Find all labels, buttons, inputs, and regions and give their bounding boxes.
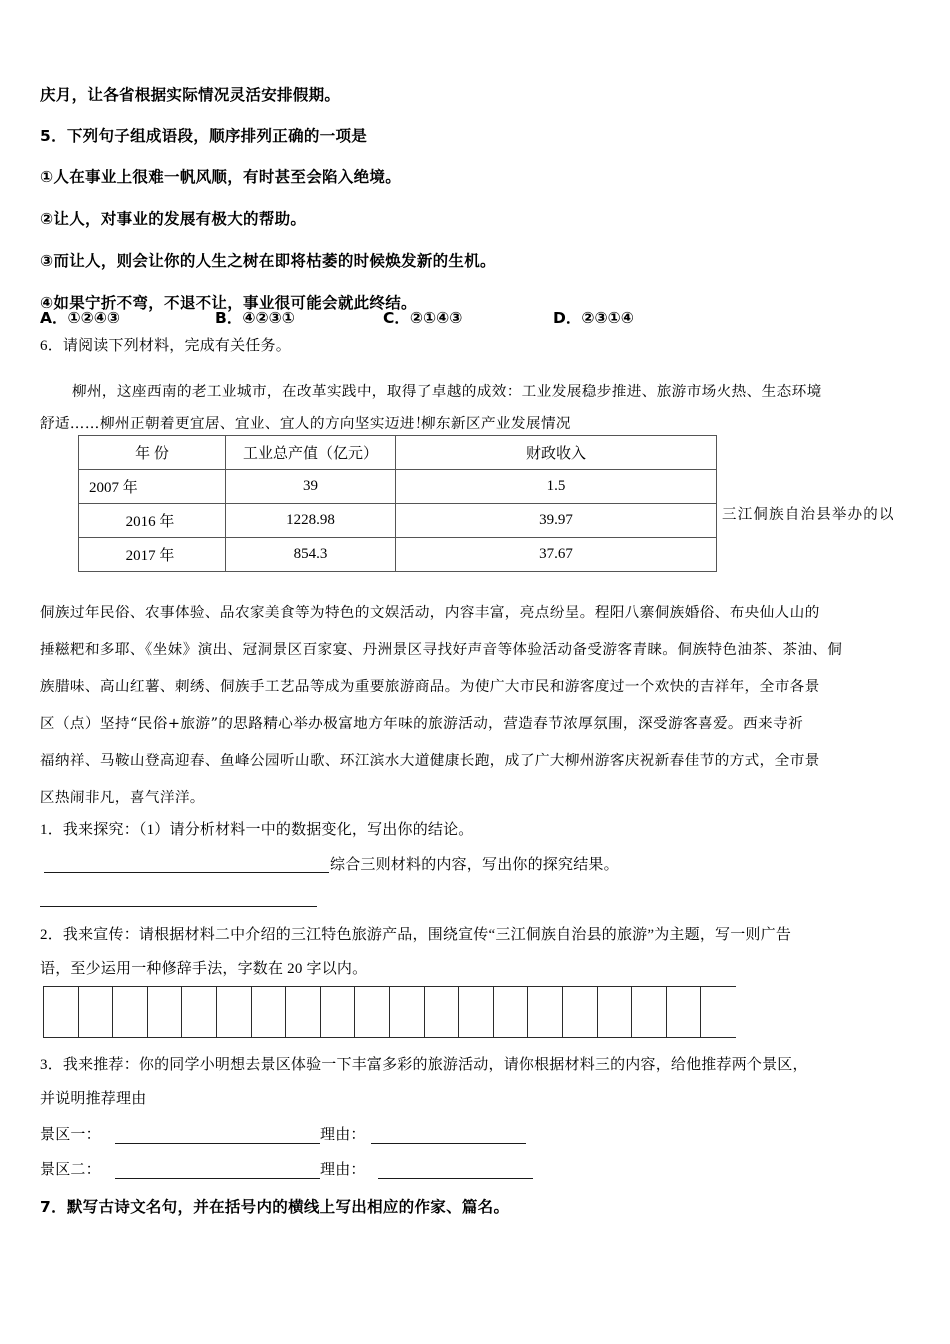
task-2-number: 2． (40, 927, 63, 943)
table-header-output: 工业总产值（亿元） (226, 436, 396, 470)
task-1-answer-rule-2[interactable] (40, 906, 317, 907)
slogan-answer-grid[interactable] (43, 986, 736, 1038)
scenic-two-input-rule[interactable] (115, 1178, 320, 1179)
slogan-cell[interactable] (390, 987, 425, 1037)
slogan-cell[interactable] (79, 987, 114, 1037)
material-two-line-2: 捶糍粑和多耶、《坐妹》演出、冠洞景区百家宴、丹洲景区寻找好声音等体验活动备受游客青睐。侗族特色油茶、茶油、侗 (39, 641, 843, 658)
table-cell-output: 854.3 (226, 538, 396, 572)
material-one-line-2: 舒适……柳州正朝着更宜居、宜业、宜人的方向坚实迈进！ (39, 415, 431, 432)
material-two-line-4: 区（点）坚持“民俗+旅游”的思路精心举办极富地方年味的旅游活动，营造春节浓厚氛围，深受游客喜爱。西来寺祈 (39, 715, 804, 732)
option-c-label: C． (383, 309, 410, 327)
table-row (79, 504, 717, 538)
material-two-line-5: 福纳祥、马鞍山登高迎春、鱼峰公园听山歌、环江滨水大道健康长跑，成了广大柳州游客庆祝新春佳节的方式，全市景 (39, 752, 820, 769)
slogan-cell[interactable] (494, 987, 529, 1037)
material-two-line-3: 族腊味、高山红薯、刺绣、侗族手工艺品等成为重要旅游商品。为使广大市民和游客度过一个欢快的吉祥年，全市各景 (39, 678, 820, 695)
scenic-two-reason-rule[interactable] (378, 1178, 533, 1179)
table-cell-output: 39 (226, 470, 396, 504)
table-header-year: 年 份 (79, 436, 226, 470)
table-header-revenue: 财政收入 (396, 436, 717, 470)
slogan-cell[interactable] (321, 987, 356, 1037)
task-3-text-1: 我来推荐：你的同学小明想去景区体验一下丰富多彩的旅游活动，请你根据材料三的内容，给他推荐两个景区， (62, 1057, 808, 1073)
task-3-number: 3． (40, 1057, 63, 1073)
scenic-two-reason-label: 理由： (320, 1162, 366, 1178)
top-continuation-line: 庆月，让各省根据实际情况灵活安排假期。 (40, 86, 341, 104)
slogan-cell[interactable] (701, 987, 736, 1037)
slogan-cell[interactable] (286, 987, 321, 1037)
task-3-line-2: 并说明推荐理由 (40, 1091, 147, 1107)
table-row (79, 470, 717, 504)
table-cell-year: 2007 年 (79, 470, 226, 504)
option-d[interactable] (553, 306, 634, 328)
slogan-cell[interactable] (217, 987, 252, 1037)
option-c-value: ②①④③ (409, 309, 463, 327)
task-1-continuation: 综合三则材料的内容，写出你的探究结果。 (330, 857, 619, 873)
slogan-cell[interactable] (355, 987, 390, 1037)
material-one-table-caption: 柳东新区产业发展情况 (420, 415, 572, 432)
option-a-value: ①②④③ (67, 309, 120, 327)
option-a-label: A． (40, 309, 68, 327)
scenic-one-reason-rule[interactable] (371, 1143, 526, 1144)
task-1-line (40, 823, 474, 838)
slogan-cell[interactable] (598, 987, 633, 1037)
slogan-cell[interactable] (148, 987, 183, 1037)
table-cell-revenue: 39.97 (396, 504, 717, 538)
table-cell-revenue: 37.67 (396, 538, 717, 572)
table-cell-year: 2017 年 (79, 538, 226, 572)
table-cell-revenue: 1.5 (396, 470, 717, 504)
slogan-cell[interactable] (667, 987, 702, 1037)
option-b-label: B． (215, 309, 243, 327)
material-one-line-1: 柳州，这座西南的老工业城市，在改革实践中，取得了卓越的成效：工业发展稳步推进、旅游市场火热、生态环境 (71, 383, 822, 400)
task-2-text-1: 我来宣传：请根据材料二中介绍的三江特色旅游产品，围绕宣传“三江侗族自治县的旅游”为主题，写一则广告 (62, 927, 792, 943)
task-1-answer-rule-1[interactable] (44, 872, 329, 873)
scenic-one-reason-label: 理由： (320, 1127, 366, 1143)
task-1-number: 1． (40, 822, 63, 838)
industry-data-table (78, 435, 717, 572)
material-two-line-6: 区热闹非凡，喜气洋洋。 (39, 789, 206, 806)
question-5-options-row (40, 306, 690, 330)
scenic-one-input-rule[interactable] (115, 1143, 320, 1144)
table-header-row (79, 436, 717, 470)
material-two-line-1: 侗族过年民俗、农事体验、品农家美食等为特色的文娱活动，内容丰富，亮点纷呈。程阳八寨侗族婚俗、布央仙人山的 (39, 604, 820, 621)
table-row (79, 538, 717, 572)
question-5-stem: 5．下列句子组成语段，顺序排列正确的一项是 (40, 127, 368, 145)
slogan-cell[interactable] (182, 987, 217, 1037)
task-1-text: 我来探究：（1）请分析材料一中的数据变化，写出你的结论。 (62, 822, 474, 838)
option-d-value: ②③①④ (581, 309, 634, 327)
table-cell-year: 2016 年 (79, 504, 226, 538)
question-5-item-2: ②让人，对事业的发展有极大的帮助。 (40, 210, 307, 228)
task-3-line-1 (40, 1058, 808, 1073)
slogan-cell[interactable] (113, 987, 148, 1037)
slogan-cell[interactable] (44, 987, 79, 1037)
option-a[interactable] (40, 306, 120, 328)
question-5-item-4: ④如果宁折不弯，不退不让，事业很可能会就此终结。 (40, 294, 417, 312)
table-side-note: 三江侗族自治县举办的以 (722, 507, 895, 523)
task-2-line-2: 语，至少运用一种修辞手法，字数在 20 字以内。 (40, 961, 368, 977)
option-b-value: ④②③① (242, 309, 295, 327)
task-2-line-1 (40, 928, 791, 943)
option-d-label: D． (553, 309, 582, 327)
table-cell-output: 1228.98 (226, 504, 396, 538)
slogan-cell[interactable] (425, 987, 460, 1037)
slogan-cell[interactable] (459, 987, 494, 1037)
slogan-cell[interactable] (252, 987, 287, 1037)
question-5-item-3: ③而让人，则会让你的人生之树在即将枯萎的时候焕发新的生机。 (40, 252, 496, 270)
slogan-cell[interactable] (528, 987, 563, 1037)
question-6-stem: 6．请阅读下列材料，完成有关任务。 (40, 338, 291, 354)
question-5-item-1: ①人在事业上很难一帆风顺，有时甚至会陷入绝境。 (40, 168, 402, 186)
scenic-two-label: 景区二： (40, 1162, 101, 1178)
slogan-cell[interactable] (632, 987, 667, 1037)
option-c[interactable] (383, 306, 462, 328)
slogan-cell[interactable] (563, 987, 598, 1037)
question-7-stem: 7．默写古诗文名句，并在括号内的横线上写出相应的作家、篇名。 (40, 1198, 510, 1216)
option-b[interactable] (215, 306, 295, 328)
scenic-one-label: 景区一： (40, 1127, 101, 1143)
